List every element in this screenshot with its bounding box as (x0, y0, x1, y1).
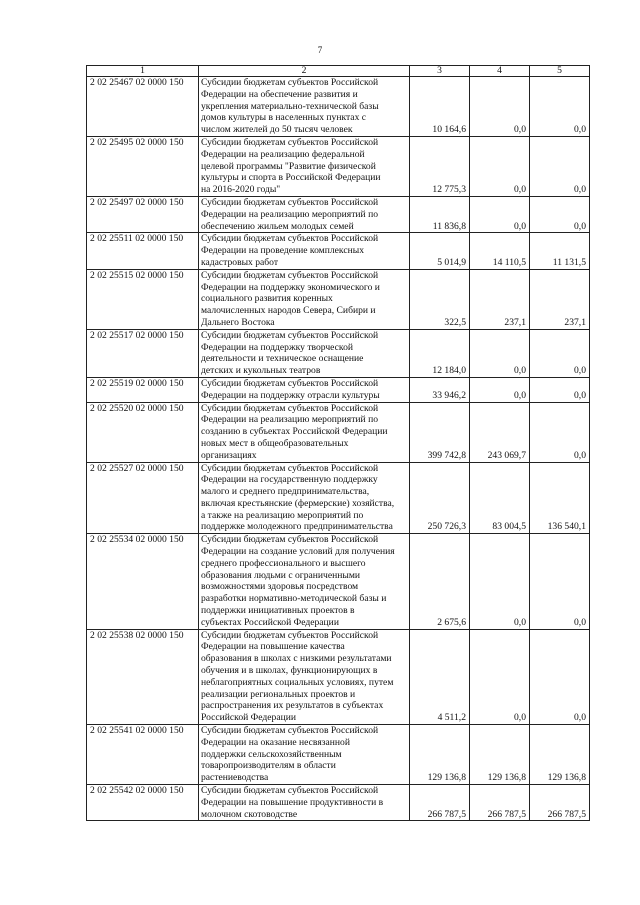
income-description: Субсидии бюджетам субъектов Российской Федерации на оказание несвязанной поддержки сельскохозяйственным товаропроизводителям в области растениеводства (199, 725, 410, 785)
budget-revenue-table (86, 65, 590, 821)
budget-code: 2 02 25534 02 0000 150 (87, 534, 199, 629)
table-row (87, 77, 590, 137)
amount-col-4: 83 004,5 (470, 462, 530, 534)
amount-col-4: 0,0 (470, 136, 530, 196)
amount-col-3: 2 675,6 (410, 534, 470, 629)
income-description: Субсидии бюджетам субъектов Российской Федерации на повышение качества образования в школах с низкими результатами обучения и в школах, функционирующих в неблагоприятных социальных условиях, путем реализации региональных проектов и распространения их результатов в субъектах Российской Федерации (199, 629, 410, 724)
amount-col-3: 12 775,3 (410, 136, 470, 196)
budget-code: 2 02 25538 02 0000 150 (87, 629, 199, 724)
table-row (87, 462, 590, 534)
amount-col-5: 0,0 (530, 136, 590, 196)
table-row (87, 329, 590, 377)
column-number-4: 4 (470, 66, 530, 77)
amount-col-3: 33 946,2 (410, 377, 470, 402)
income-description: Субсидии бюджетам субъектов Российской Федерации на повышение продуктивности в молочном скотоводстве (199, 785, 410, 821)
amount-col-3: 129 136,8 (410, 725, 470, 785)
income-description: Субсидии бюджетам субъектов Российской Федерации на проведение комплексных кадастровых работ (199, 233, 410, 269)
table-row (87, 377, 590, 402)
table-row (87, 269, 590, 329)
income-description: Субсидии бюджетам субъектов Российской Федерации на поддержку творческой деятельности и техническое оснащение детских и кукольных театров (199, 329, 410, 377)
amount-col-4: 0,0 (470, 329, 530, 377)
table-row (87, 725, 590, 785)
amount-col-5: 266 787,5 (530, 785, 590, 821)
budget-code: 2 02 25520 02 0000 150 (87, 402, 199, 462)
income-description: Субсидии бюджетам субъектов Российской Федерации на государственную поддержку малого и среднего предпринимательства, включая крестьянские (фермерские) хозяйства, а также на реализацию мероприятий по поддержке молодежного предпринимательства (199, 462, 410, 534)
budget-code: 2 02 25495 02 0000 150 (87, 136, 199, 196)
budget-code: 2 02 25541 02 0000 150 (87, 725, 199, 785)
amount-col-4: 14 110,5 (470, 233, 530, 269)
amount-col-5: 129 136,8 (530, 725, 590, 785)
table-row (87, 785, 590, 821)
budget-code: 2 02 25519 02 0000 150 (87, 377, 199, 402)
income-description: Субсидии бюджетам субъектов Российской Федерации на реализацию мероприятий по обеспечению жильем молодых семей (199, 196, 410, 232)
income-description: Субсидии бюджетам субъектов Российской Федерации на обеспечение развития и укрепления материально-технической базы домов культуры в населенных пунктах с числом жителей до 50 тысяч человек (199, 77, 410, 137)
amount-col-3: 399 742,8 (410, 402, 470, 462)
page-number: 7 (317, 45, 323, 55)
income-description: Субсидии бюджетам субъектов Российской Федерации на поддержку экономического и социального развития коренных малочисленных народов Севера, Сибири и Дальнего Востока (199, 269, 410, 329)
table-row (87, 196, 590, 232)
budget-code: 2 02 25467 02 0000 150 (87, 77, 199, 137)
column-number-2: 2 (199, 66, 410, 77)
amount-col-3: 10 164,6 (410, 77, 470, 137)
table-row (87, 402, 590, 462)
amount-col-4: 0,0 (470, 629, 530, 724)
amount-col-4: 243 069,7 (470, 402, 530, 462)
amount-col-5: 0,0 (530, 402, 590, 462)
amount-col-3: 266 787,5 (410, 785, 470, 821)
income-description: Субсидии бюджетам субъектов Российской Федерации на реализацию мероприятий по созданию в субъектах Российской Федерации новых мест в общеобразовательных организациях (199, 402, 410, 462)
budget-code: 2 02 25542 02 0000 150 (87, 785, 199, 821)
budget-code: 2 02 25511 02 0000 150 (87, 233, 199, 269)
budget-code: 2 02 25515 02 0000 150 (87, 269, 199, 329)
amount-col-5: 11 131,5 (530, 233, 590, 269)
amount-col-3: 250 726,3 (410, 462, 470, 534)
amount-col-3: 12 184,0 (410, 329, 470, 377)
amount-col-5: 237,1 (530, 269, 590, 329)
amount-col-4: 129 136,8 (470, 725, 530, 785)
table-row (87, 136, 590, 196)
amount-col-5: 0,0 (530, 196, 590, 232)
column-number-3: 3 (410, 66, 470, 77)
table-row (87, 629, 590, 724)
amount-col-5: 0,0 (530, 534, 590, 629)
amount-col-4: 0,0 (470, 77, 530, 137)
amount-col-3: 4 511,2 (410, 629, 470, 724)
amount-col-4: 0,0 (470, 534, 530, 629)
amount-col-3: 322,5 (410, 269, 470, 329)
income-description: Субсидии бюджетам субъектов Российской Федерации на создание условий для получения среднего профессионального и высшего образования людьми с ограниченными возможностями здоровья посредством разработки нормативно-методической базы и поддержки инициативных проектов в субъектах Российской Федерации (199, 534, 410, 629)
amount-col-5: 136 540,1 (530, 462, 590, 534)
income-description: Субсидии бюджетам субъектов Российской Федерации на реализацию федеральной целевой программы "Развитие физической культуры и спорта в Российской Федерации на 2016-2020 годы" (199, 136, 410, 196)
budget-code: 2 02 25517 02 0000 150 (87, 329, 199, 377)
column-number-1: 1 (87, 66, 199, 77)
amount-col-3: 11 836,8 (410, 196, 470, 232)
column-number-5: 5 (530, 66, 590, 77)
column-number-row (87, 66, 590, 77)
amount-col-5: 0,0 (530, 329, 590, 377)
amount-col-4: 0,0 (470, 377, 530, 402)
amount-col-5: 0,0 (530, 629, 590, 724)
budget-code: 2 02 25527 02 0000 150 (87, 462, 199, 534)
amount-col-4: 0,0 (470, 196, 530, 232)
income-description: Субсидии бюджетам субъектов Российской Федерации на поддержку отрасли культуры (199, 377, 410, 402)
amount-col-5: 0,0 (530, 77, 590, 137)
amount-col-3: 5 014,9 (410, 233, 470, 269)
amount-col-4: 266 787,5 (470, 785, 530, 821)
budget-code: 2 02 25497 02 0000 150 (87, 196, 199, 232)
table-row (87, 233, 590, 269)
amount-col-5: 0,0 (530, 377, 590, 402)
amount-col-4: 237,1 (470, 269, 530, 329)
table-row (87, 534, 590, 629)
